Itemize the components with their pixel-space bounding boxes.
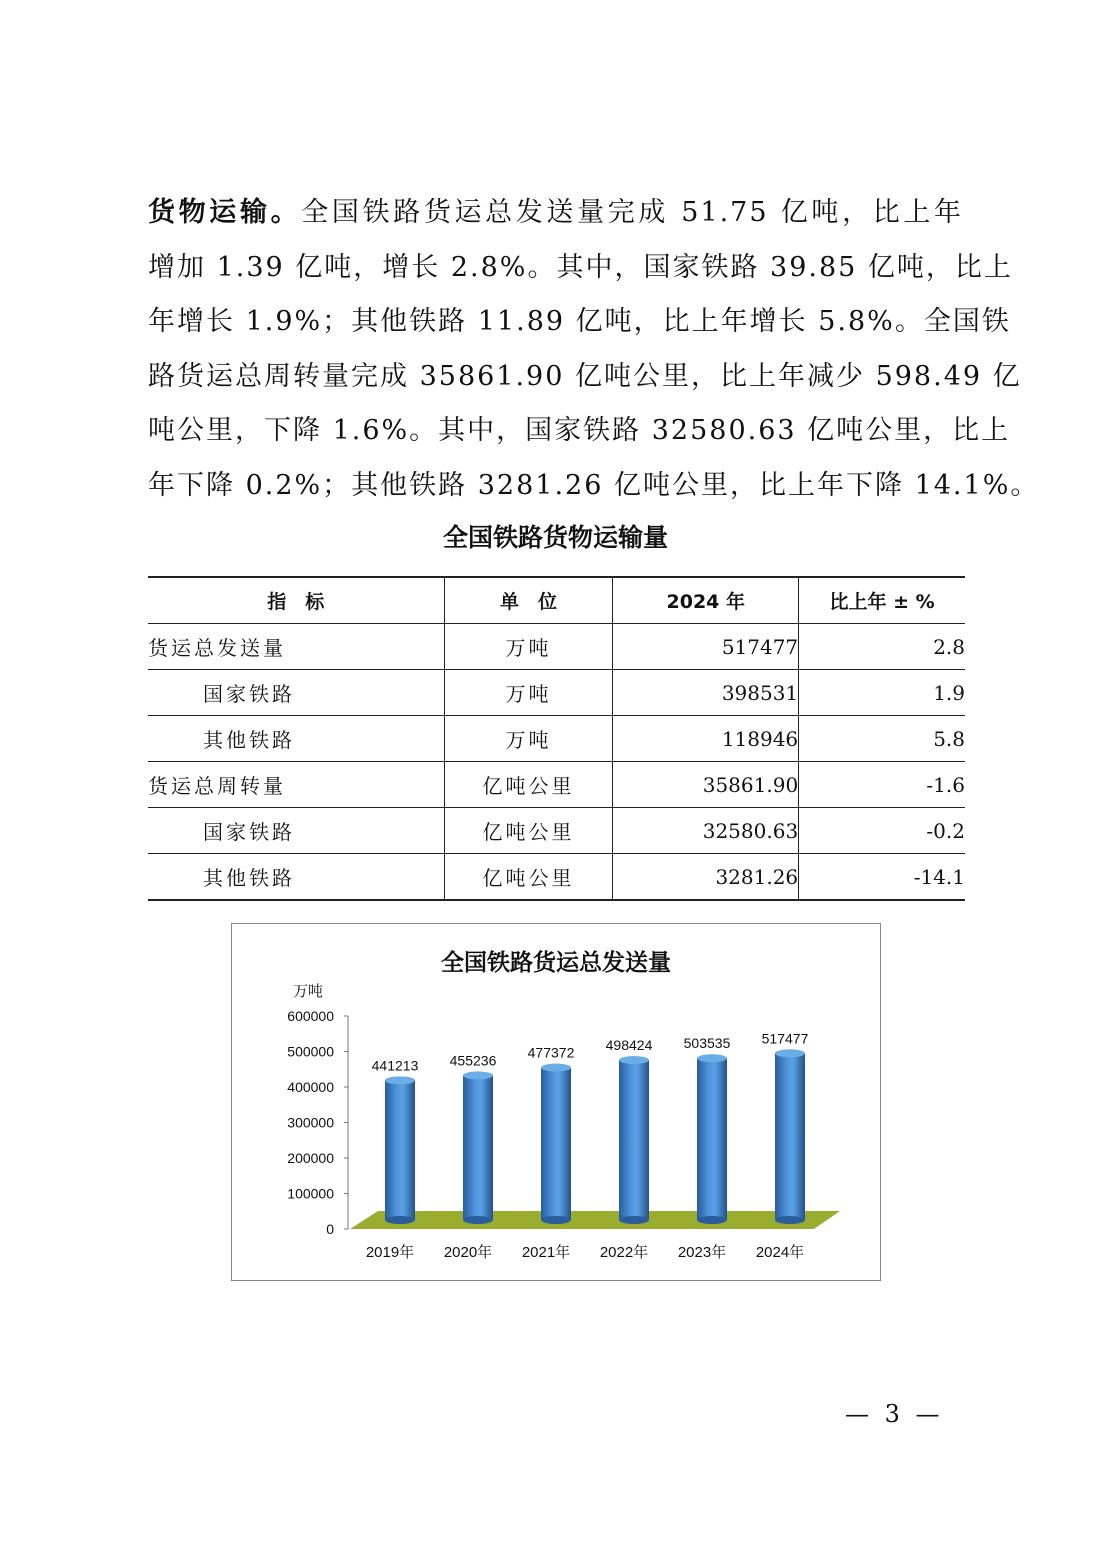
- x-category-label: 2021年: [521, 1244, 571, 1261]
- y-tick-label: 100000: [287, 1185, 334, 1202]
- table-row: [148, 716, 965, 762]
- bar: [385, 1076, 415, 1224]
- bar-base: [697, 1216, 727, 1224]
- page-number: — 3 —: [845, 1400, 944, 1428]
- bar-body: [385, 1080, 415, 1220]
- row-change: 1.9: [799, 670, 965, 716]
- row-change: -1.6: [799, 762, 965, 808]
- row-name: 国家铁路: [148, 670, 444, 716]
- table-row: [148, 670, 965, 716]
- row-change: 2.8: [799, 624, 965, 670]
- bar-cap: [697, 1054, 727, 1062]
- bar-value-label: 503535: [683, 1035, 731, 1052]
- bar-body: [541, 1068, 571, 1220]
- chart-floor: [350, 1211, 840, 1229]
- paragraph-line-text: 全国铁路货运总发送量完成 51.75 亿吨，比上年: [301, 197, 964, 228]
- bar-cap: [385, 1076, 415, 1084]
- table-row: [148, 854, 965, 901]
- bar: [463, 1071, 493, 1224]
- table-row: [148, 762, 965, 808]
- bar-body: [619, 1060, 649, 1220]
- x-category-label: 2019年: [365, 1244, 415, 1261]
- paragraph-line: 年增长 1.9%；其他铁路 11.89 亿吨，比上年增长 5.8%。全国铁: [148, 306, 1011, 337]
- paragraph-line: 路货运总周转量完成 35861.90 亿吨公里，比上年减少 598.49 亿: [148, 360, 1022, 392]
- bar: [619, 1056, 649, 1224]
- row-value: 3281.26: [613, 854, 799, 901]
- header-unit: 单 位: [444, 577, 613, 624]
- bar-value-label: 477372: [527, 1044, 575, 1061]
- paragraph-line: 吨公里，下降 1.6%。其中，国家铁路 32580.63 亿吨公里，比上: [148, 415, 1011, 446]
- row-unit: 亿吨公里: [444, 808, 613, 854]
- paragraph-line: 增加 1.39 亿吨，增长 2.8%。其中，国家铁路 39.85 亿吨，比上: [148, 251, 1013, 283]
- bar: [541, 1064, 571, 1224]
- paragraph-line: 年下降 0.2%；其他铁路 3281.26 亿吨公里，比上年下降 14.1%。: [148, 469, 1040, 501]
- row-unit: 亿吨公里: [444, 854, 613, 901]
- x-category-label: 2022年: [599, 1244, 649, 1261]
- y-tick-label: 300000: [287, 1114, 334, 1131]
- y-tick-label: 200000: [287, 1150, 334, 1166]
- bar-value-label: 441213: [371, 1057, 419, 1074]
- bar-base: [619, 1216, 649, 1224]
- bar-cap: [619, 1056, 649, 1064]
- paragraph-line: [148, 186, 963, 241]
- chart-y-unit: 万吨: [293, 982, 324, 1000]
- bar-value-label: 498424: [605, 1037, 653, 1054]
- row-unit: 亿吨公里: [444, 762, 613, 808]
- header-year: 2024 年: [613, 577, 799, 624]
- row-name: 其他铁路: [148, 716, 444, 762]
- table-header-row: [148, 577, 965, 624]
- row-name: 其他铁路: [148, 854, 444, 901]
- bar-cap: [463, 1071, 493, 1079]
- row-name: 货运总周转量: [148, 762, 444, 808]
- bar-body: [697, 1058, 727, 1220]
- bar-base: [463, 1216, 493, 1224]
- bar-value-label: 517477: [761, 1030, 809, 1047]
- bar: [697, 1054, 727, 1224]
- freight-table: [148, 576, 965, 901]
- bar-body: [775, 1053, 805, 1220]
- freight-chart: [231, 923, 881, 1281]
- table-row: [148, 624, 965, 670]
- bar-body: [463, 1075, 493, 1220]
- paragraph-lead: 货物运输。: [148, 197, 302, 228]
- freight-paragraph: [148, 186, 1040, 513]
- row-name: 货运总发送量: [148, 624, 444, 670]
- table-title: 全国铁路货物运输量: [442, 523, 668, 552]
- bar-base: [775, 1216, 805, 1224]
- bar-base: [385, 1216, 415, 1224]
- row-unit: 万吨: [444, 624, 613, 670]
- row-value: 517477: [613, 624, 799, 670]
- y-tick-label: 600000: [287, 1008, 334, 1024]
- bar-cap: [775, 1049, 805, 1057]
- y-tick-label: 0: [326, 1221, 334, 1237]
- row-unit: 万吨: [444, 670, 613, 716]
- header-change: 比上年 ± %: [799, 577, 965, 624]
- bar-cap: [541, 1064, 571, 1072]
- x-category-label: 2023年: [677, 1244, 727, 1261]
- row-value: 398531: [613, 670, 799, 716]
- bar-value-label: 455236: [449, 1052, 497, 1069]
- header-indicator: 指 标: [148, 577, 444, 624]
- row-value: 35861.90: [613, 762, 799, 808]
- bar-base: [541, 1216, 571, 1224]
- row-value: 118946: [613, 716, 799, 762]
- table-row: [148, 808, 965, 854]
- bar: [775, 1049, 805, 1224]
- row-change: -14.1: [799, 854, 965, 901]
- x-category-label: 2020年: [443, 1244, 493, 1261]
- row-change: -0.2: [799, 808, 965, 854]
- chart-title: 全国铁路货运总发送量: [441, 950, 671, 976]
- chart-plot: [232, 924, 880, 1280]
- row-name: 国家铁路: [148, 808, 444, 854]
- row-change: 5.8: [799, 716, 965, 762]
- row-value: 32580.63: [613, 808, 799, 854]
- x-category-label: 2024年: [755, 1244, 805, 1261]
- y-tick-label: 500000: [287, 1043, 334, 1060]
- row-unit: 万吨: [444, 716, 613, 762]
- y-tick-label: 400000: [287, 1079, 334, 1095]
